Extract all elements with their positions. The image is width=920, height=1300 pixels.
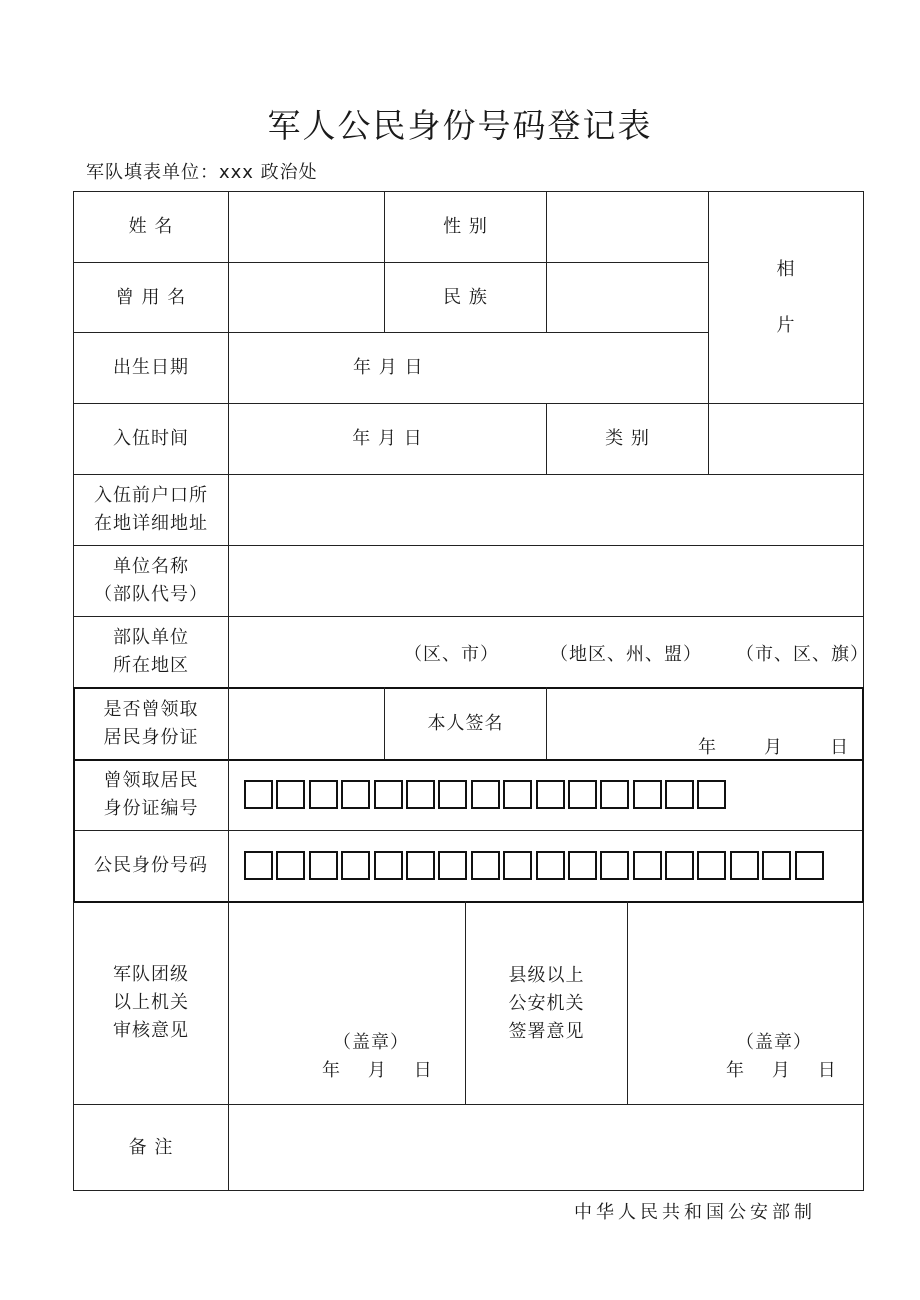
signature-date: 年 月 日 bbox=[698, 737, 850, 758]
prev-id-digit-box[interactable] bbox=[665, 780, 694, 809]
former-name-label: 曾 用 名 bbox=[115, 286, 187, 308]
prev-id-digit-box[interactable] bbox=[536, 780, 565, 809]
household-address-label: 入伍前户口所 在地详细地址 bbox=[94, 485, 208, 534]
region-county-label: （市、区、旗） bbox=[736, 644, 869, 665]
signature-label: 本人签名 bbox=[427, 712, 504, 734]
citizen-id-digit-box[interactable] bbox=[762, 851, 791, 880]
enlist-time-field[interactable]: 年 月 日 bbox=[352, 428, 423, 449]
prev-id-received-label: 是否曾领取 居民身份证 bbox=[103, 698, 199, 748]
prev-id-digit-box[interactable] bbox=[600, 780, 629, 809]
ethnicity-field[interactable] bbox=[547, 263, 708, 332]
prev-id-digit-box[interactable] bbox=[406, 780, 435, 809]
citizen-id-boxes[interactable] bbox=[244, 851, 827, 880]
prev-id-digit-box[interactable] bbox=[374, 780, 403, 809]
unit-region-label: 部队单位 所在地区 bbox=[113, 627, 189, 676]
citizen-id-digit-box[interactable] bbox=[341, 851, 370, 880]
category-field[interactable] bbox=[709, 404, 863, 474]
police-opinion-label: 县级以上 公安机关 签署意见 bbox=[508, 965, 585, 1042]
citizen-id-digit-box[interactable] bbox=[730, 851, 759, 880]
name-field[interactable] bbox=[229, 192, 384, 262]
former-name-field[interactable] bbox=[229, 263, 384, 332]
remarks-field[interactable] bbox=[229, 1105, 863, 1190]
region-district-label: （区、市） bbox=[404, 644, 499, 665]
citizen-id-digit-box[interactable] bbox=[665, 851, 694, 880]
form-title: 军人公民身份号码登记表 bbox=[267, 106, 653, 145]
prev-id-digit-box[interactable] bbox=[568, 780, 597, 809]
name-label: 姓 名 bbox=[128, 216, 174, 237]
citizen-id-digit-box[interactable] bbox=[503, 851, 532, 880]
citizen-id-digit-box[interactable] bbox=[406, 851, 435, 880]
police-seal-label: （盖章） bbox=[736, 1032, 812, 1053]
police-seal-date: 年 月 日 bbox=[726, 1060, 837, 1081]
birth-date-label: 出生日期 bbox=[113, 357, 189, 378]
photo-area[interactable]: 相 片 bbox=[776, 258, 796, 336]
citizen-id-digit-box[interactable] bbox=[471, 851, 500, 880]
military-seal-date: 年 月 日 bbox=[322, 1060, 433, 1081]
gender-label: 性 别 bbox=[443, 216, 488, 237]
prev-id-digit-box[interactable] bbox=[309, 780, 338, 809]
citizen-id-digit-box[interactable] bbox=[309, 851, 338, 880]
citizen-id-digit-box[interactable] bbox=[795, 851, 824, 880]
citizen-id-label: 公民身份号码 bbox=[94, 855, 208, 876]
prev-id-number-boxes[interactable] bbox=[244, 780, 730, 809]
military-review-label: 军队团级 以上机关 审核意见 bbox=[113, 964, 189, 1041]
citizen-id-digit-box[interactable] bbox=[438, 851, 467, 880]
prev-id-digit-box[interactable] bbox=[471, 780, 500, 809]
citizen-id-digit-box[interactable] bbox=[697, 851, 726, 880]
household-address-field[interactable] bbox=[229, 475, 863, 545]
prev-id-digit-box[interactable] bbox=[244, 780, 273, 809]
military-seal-label: （盖章） bbox=[333, 1032, 409, 1053]
prev-id-number-label: 曾领取居民 身份证编号 bbox=[103, 770, 199, 819]
citizen-id-digit-box[interactable] bbox=[568, 851, 597, 880]
gender-field[interactable] bbox=[547, 192, 708, 262]
citizen-id-digit-box[interactable] bbox=[633, 851, 662, 880]
prev-id-received-field[interactable] bbox=[229, 688, 384, 759]
prev-id-digit-box[interactable] bbox=[438, 780, 467, 809]
issuer-footer: 中华人民共和国公安部制 bbox=[574, 1202, 816, 1223]
citizen-id-digit-box[interactable] bbox=[600, 851, 629, 880]
prev-id-digit-box[interactable] bbox=[633, 780, 662, 809]
prev-id-digit-box[interactable] bbox=[503, 780, 532, 809]
prev-id-digit-box[interactable] bbox=[697, 780, 726, 809]
citizen-id-digit-box[interactable] bbox=[244, 851, 273, 880]
citizen-id-digit-box[interactable] bbox=[276, 851, 305, 880]
category-label: 类 别 bbox=[605, 428, 650, 449]
prev-id-digit-box[interactable] bbox=[341, 780, 370, 809]
unit-name-field[interactable] bbox=[229, 546, 863, 616]
enlist-time-label: 入伍时间 bbox=[113, 428, 189, 449]
remarks-label: 备 注 bbox=[128, 1136, 174, 1158]
region-prefecture-label: （地区、州、盟） bbox=[550, 644, 702, 665]
citizen-id-digit-box[interactable] bbox=[374, 851, 403, 880]
prev-id-digit-box[interactable] bbox=[276, 780, 305, 809]
unit-name-label: 单位名称 （部队代号） bbox=[94, 556, 208, 605]
filling-unit-line: 军队填表单位：xxx 政治处 bbox=[86, 162, 318, 183]
birth-date-field[interactable]: 年 月 日 bbox=[353, 357, 424, 378]
citizen-id-digit-box[interactable] bbox=[536, 851, 565, 880]
ethnicity-label: 民 族 bbox=[443, 286, 488, 308]
